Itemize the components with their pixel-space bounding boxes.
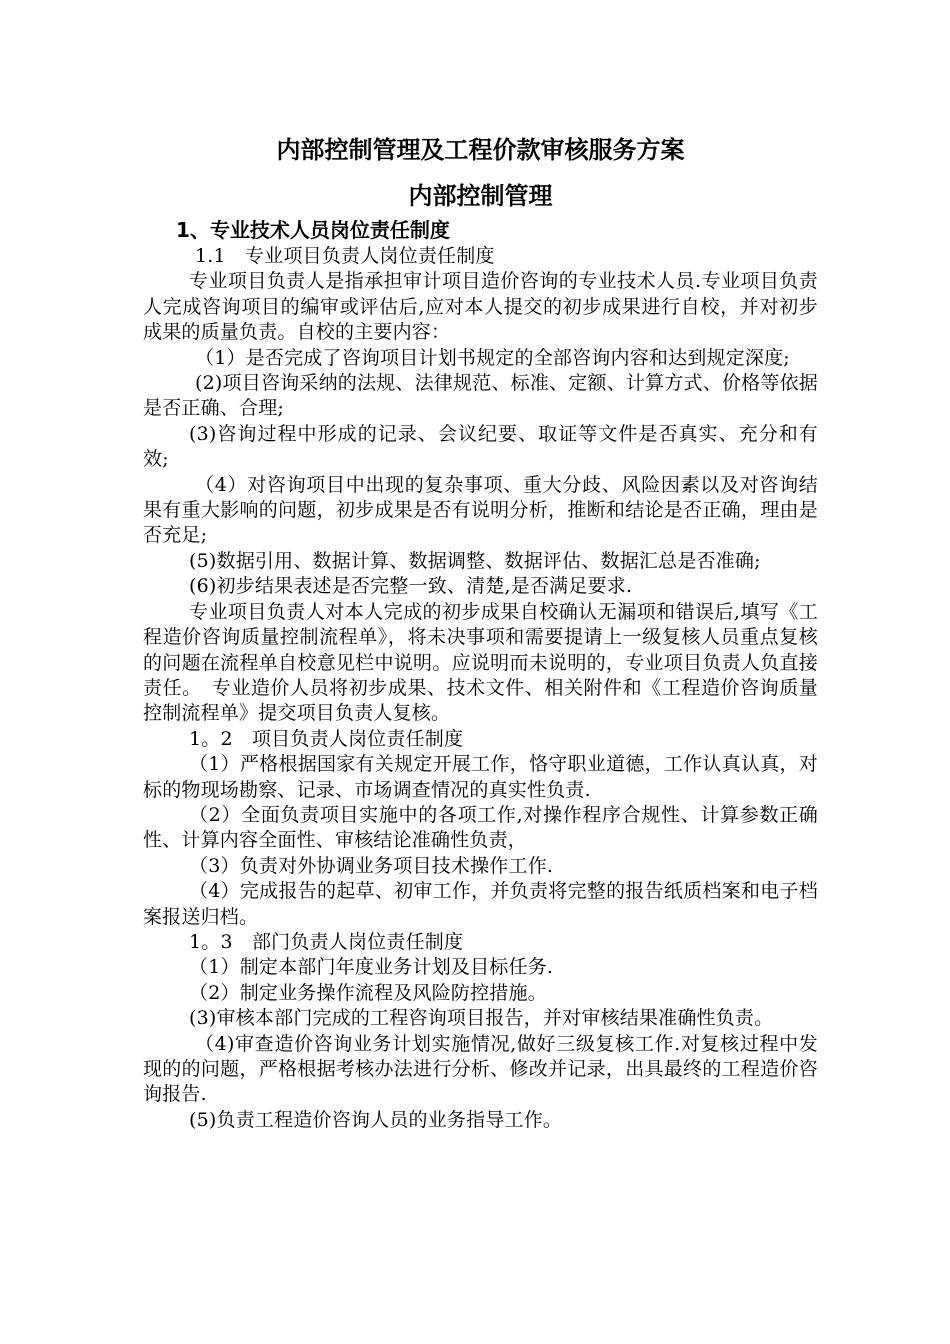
document-title: 内部控制管理及工程价款审核服务方案 (276, 136, 685, 164)
list-item: (6)初步结果表述是否完整一致、清楚,是否满足要求. (189, 575, 633, 598)
list-item: (5)数据引用、数据计算、数据调整、数据评估、数据汇总是否准确; (189, 549, 761, 572)
list-item: （1）制定本部门年度业务计划及目标任务. (189, 956, 554, 979)
list-item: (5)负责工程造价咨询人员的业务指导工作。 (189, 1108, 563, 1131)
section-heading-1: 1、专业技术人员岗位责任制度 (176, 218, 450, 242)
paragraph-intro: 专业项目负责人是指承担审计项目造价咨询的专业技术人员.专业项目负责人完成咨询项目的编审或评估后,应对本人提交的初步成果进行自校，并对初步成果的质量负责。自校的主要内容： (143, 270, 818, 344)
list-item: (2)项目咨询采纳的法规、法律规范、标准、定额、计算方式、价格等依据是否正确、合理; (143, 372, 818, 420)
subsection-heading-1-1: 1.1 专业项目负责人岗位责任制度 (195, 245, 495, 267)
paragraph-closing: 专业项目负责人对本人完成的初步成果自校确认无漏项和错误后,填写《工程造价咨询质量控制流程单》，将未决事项和需要提请上一级复核人员重点复核的问题在流程单自校意见栏中说明。应说明而未说明的，专业项目负责人负直接责任。 专业造价人员将初步成果、技术文件、相关附件和《工程造价咨询质量控制流程单》提交项目负责人复核。 (143, 600, 818, 725)
subsection-heading-1-2: 1。2 项目负责人岗位责任制度 (189, 727, 464, 750)
list-item: （4)审查造价咨询业务计划实施情况,做好三级复核工作.对复核过程中发现的的问题，严格根据考核办法进行分析、修改并记录，出具最终的工程造价咨询报告. (143, 1032, 818, 1106)
list-item: （3）负责对外协调业务项目技术操作工作. (189, 854, 554, 877)
list-item: （4）对咨询项目中出现的复杂事项、重大分歧、风险因素以及对咨询结果有重大影响的问题，初步成果是否有说明分析，推断和结论是否正确，理由是否充足; (143, 473, 818, 547)
document-subtitle: 内部控制管理 (408, 182, 553, 210)
list-item: (3)审核本部门完成的工程咨询项目报告，并对审核结果准确性负责。 (189, 1007, 774, 1030)
subsection-heading-1-3: 1。3 部门负责人岗位责任制度 (189, 930, 464, 953)
list-item: （1）严格根据国家有关规定开展工作，恪守职业道德，工作认真认真，对标的物现场勘察、记录、市场调查情况的真实性负责. (143, 753, 818, 801)
document-body (143, 130, 818, 1133)
list-item: (3)咨询过程中形成的记录、会议纪要、取证等文件是否真实、充分和有效; (143, 422, 818, 471)
list-item: （4）完成报告的起草、初审工作，并负责将完整的报告纸质档案和电子档案报送归档。 (143, 880, 818, 928)
list-item: （2）全面负责项目实施中的各项工作,对操作程序合规性、计算参数正确性、计算内容全面性、审核结论准确性负责， (143, 803, 818, 852)
list-item: （2）制定业务操作流程及风险防控措施。 (189, 981, 547, 1004)
list-item: （1）是否完成了咨询项目计划书规定的全部咨询内容和达到规定深度; (195, 346, 790, 369)
